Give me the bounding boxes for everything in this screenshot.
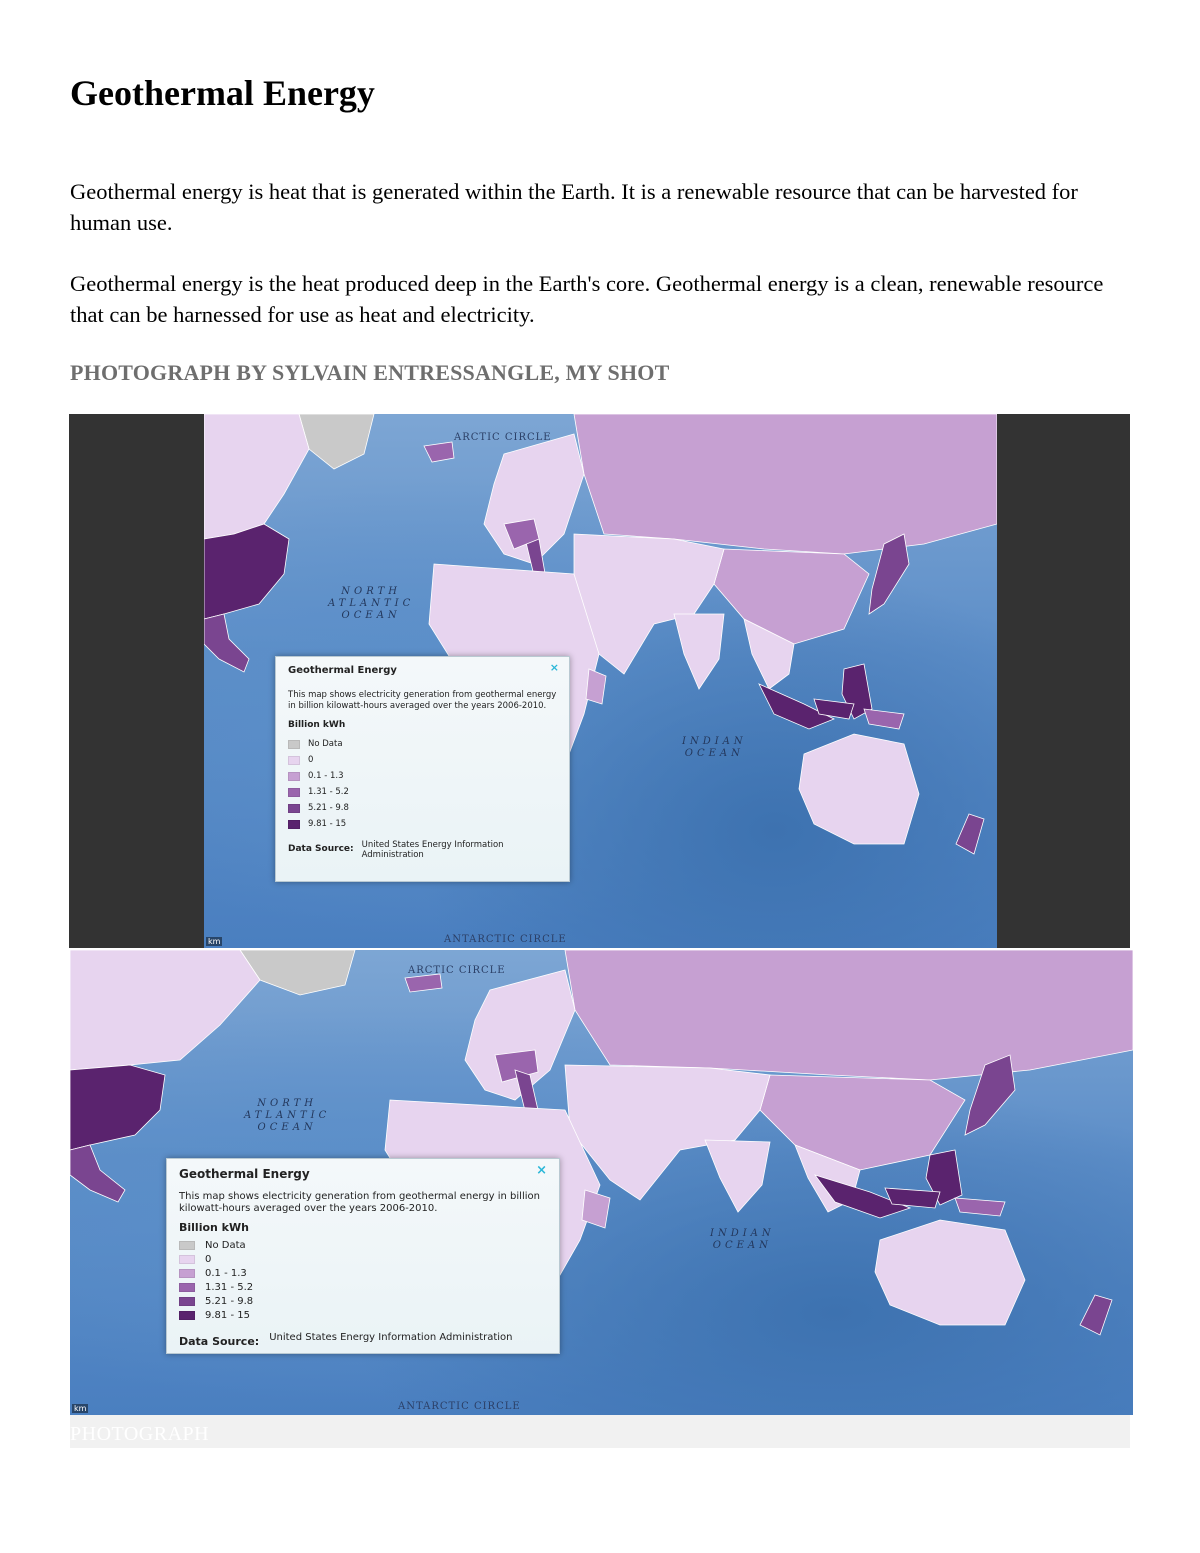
source-value: United States Energy Information Administration [269,1332,513,1343]
papua [864,709,904,729]
intro-paragraph: Geothermal energy is heat that is generated within the Earth. It is a renewable resource that can be harvested for human use. [70,179,1078,235]
legend-swatch [288,756,300,765]
legend-swatch [179,1297,195,1306]
legend-swatch [179,1283,195,1292]
legend-swatch [288,740,300,749]
legend-popup-bottom [166,1158,560,1354]
map-panel-top [69,414,1130,948]
indian-ocean-label: INDIAN OCEAN [682,736,747,759]
legend-item [179,1308,547,1322]
legend-item-label: 9.81 - 15 [205,1309,250,1321]
legend-item [288,736,557,752]
scale-unit-2: km [74,1404,87,1413]
legend-item-label: 0.1 - 1.3 [308,771,344,781]
legend-title: Geothermal Energy [288,665,397,676]
canada [204,414,309,539]
photo-caption: PHOTOGRAPH [70,1423,210,1445]
legend-item [288,768,557,784]
east-africa [586,669,606,704]
legend-title: Geothermal Energy [179,1167,310,1181]
greenland [299,414,374,469]
legend-swatch [288,772,300,781]
legend-item [288,752,557,768]
legend-item [179,1266,547,1280]
legend-swatch [288,804,300,813]
legend-item-label: 5.21 - 9.8 [205,1295,254,1307]
legend-item [288,784,557,800]
legend-item-label: No Data [308,739,343,749]
legend-unit-heading: Billion kWh [288,720,346,730]
legend-item [288,800,557,816]
legend-swatch [179,1241,195,1250]
legend-description: This map shows electricity generation from geothermal energy in billion kilowatt-hours averaged over the years 2006-2010. [288,690,557,711]
india [674,614,724,689]
source-value: United States Energy Information Administration [361,840,504,860]
close-icon[interactable]: × [549,661,559,674]
legend-items [288,736,557,832]
new-zealand [956,814,984,854]
antarctic-circle-label: ANTARCTIC CIRCLE [444,934,567,945]
source-label: Data Source: [288,844,354,854]
legend-item-label: 0.1 - 1.3 [205,1267,247,1279]
legend-item-label: 0 [308,755,314,765]
legend-item [179,1294,547,1308]
north-atlantic-label: NORTH ATLANTIC OCEAN [328,586,415,621]
arctic-circle-label-2: ARCTIC CIRCLE [408,965,506,976]
scale-unit: km [208,937,221,946]
north-atlantic-label-2: NORTH ATLANTIC OCEAN [244,1098,331,1133]
world-map-bottom [70,950,1133,1415]
legend-item-label: 0 [205,1253,212,1265]
legend-description: This map shows electricity generation from geothermal energy in billion kilowatt-hours averaged over the years 2006-2010. [179,1191,540,1214]
legend-item-label: 1.31 - 5.2 [308,787,349,797]
legend-popup-top [275,656,570,882]
legend-item [179,1252,547,1266]
russia [574,414,997,554]
usa [204,524,289,619]
photo-caption-bar [70,1415,1130,1448]
legend-swatch [288,788,300,797]
legend-items [179,1238,547,1322]
indian-ocean-label-2: INDIAN OCEAN [710,1228,775,1251]
australia [799,734,919,844]
arctic-circle-label: ARCTIC CIRCLE [454,432,552,443]
legend-item [179,1280,547,1294]
legend-swatch [288,820,300,829]
detail-paragraph: Geothermal energy is the heat produced deep in the Earth's core. Geothermal energy is a clean, renewable resource that can be harnessed for use as heat and electricity. [70,271,1104,327]
source-label: Data Source: [179,1335,260,1348]
legend-source [288,840,557,860]
iceland [424,442,454,462]
legend-item-label: 1.31 - 5.2 [205,1281,254,1293]
legend-item [179,1238,547,1252]
antarctic-circle-label-2: ANTARCTIC CIRCLE [398,1401,521,1412]
legend-swatch [179,1311,195,1320]
china [714,549,869,644]
legend-item-label: No Data [205,1239,246,1251]
legend-swatch [179,1255,195,1264]
page-title: Geothermal Energy [70,73,375,113]
legend-unit-heading: Billion kWh [179,1221,249,1234]
world-map-top [204,414,997,948]
legend-item [288,816,557,832]
legend-item-label: 9.81 - 15 [308,819,347,829]
photo-credit: PHOTOGRAPH BY SYLVAIN ENTRESSANGLE, MY SHOT [70,360,670,385]
legend-item-label: 5.21 - 9.8 [308,803,349,813]
legend-swatch [179,1269,195,1278]
mexico [204,614,249,672]
close-icon[interactable]: × [536,1163,547,1178]
legend-source [179,1332,547,1348]
